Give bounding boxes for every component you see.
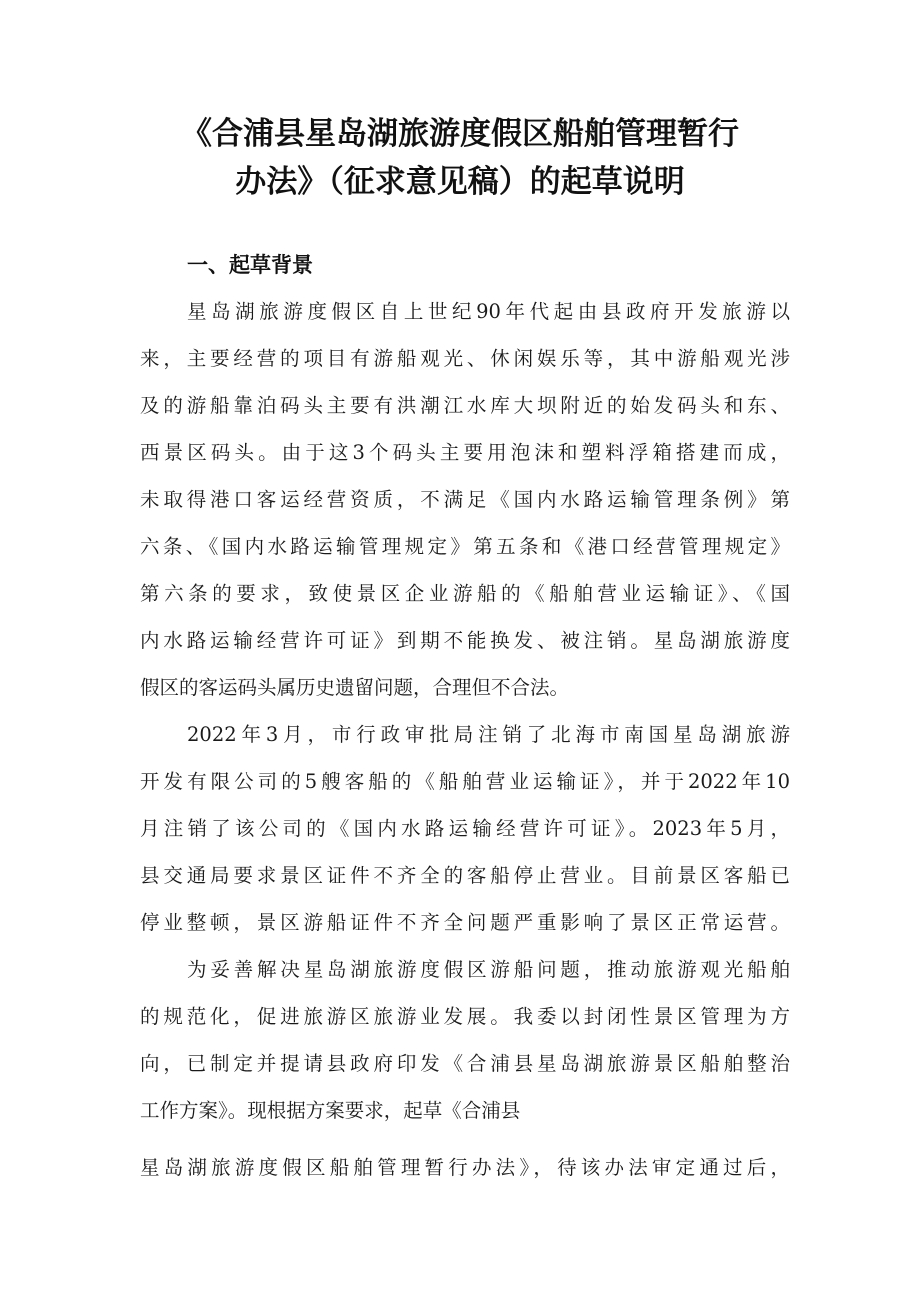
document-title-line-2: 办法》（征求意见稿）的起草说明: [235, 164, 685, 200]
paragraph-line: 的规范化，促进旅游区旅游业发展。我委以封闭性景区管理为方: [140, 1005, 790, 1028]
paragraph-line: 六条、《国内水路运输管理规定》第五条和《港口经营管理规定》: [140, 535, 790, 558]
paragraph-line: 未取得港口客运经营资质，不满足《国内水路运输管理条例》第: [140, 488, 790, 511]
paragraph-line: 开发有限公司的5艘客船的《船舶营业运输证》，并于2022年10: [140, 770, 790, 793]
paragraph-line: 星岛湖旅游度假区自上世纪90年代起由县政府开发旅游以: [187, 300, 790, 323]
paragraph-line: 县交通局要求景区证件不齐全的客船停止营业。目前景区客船已: [140, 864, 790, 887]
paragraph-line: 为妥善解决星岛湖旅游度假区游船问题，推动旅游观光船舶: [187, 958, 790, 981]
paragraph-line: 西景区码头。由于这3个码头主要用泡沫和塑料浮箱搭建而成，: [140, 441, 790, 464]
paragraph-line: 内水路运输经营许可证》到期不能换发、被注销。星岛湖旅游度: [140, 629, 790, 652]
paragraph-line: 向，已制定并提请县政府印发《合浦县星岛湖旅游景区船舶整治: [140, 1052, 790, 1075]
document-title-line-1: 《合浦县星岛湖旅游度假区船舶管理暂行: [181, 116, 739, 152]
paragraph-line: 停业整顿，景区游船证件不齐全问题严重影响了景区正常运营。: [140, 911, 790, 934]
section-heading-background: 一、起草背景: [187, 253, 313, 277]
paragraph-line: 星岛湖旅游度假区船舶管理暂行办法》，待该办法审定通过后，: [140, 1156, 790, 1179]
paragraph-line: 假区的客运码头属历史遗留问题，合理但不合法。: [140, 676, 570, 699]
paragraph-line: 工作方案》。现根据方案要求，起草《合浦县: [140, 1099, 521, 1122]
paragraph-line: 2022年3月，市行政审批局注销了北海市南国星岛湖旅游: [187, 723, 790, 746]
paragraph-line: 月注销了该公司的《国内水路运输经营许可证》。2023年5月，: [140, 817, 790, 840]
paragraph-line: 第六条的要求，致使景区企业游船的《船舶营业运输证》、《国: [140, 582, 790, 605]
paragraph-line: 来，主要经营的项目有游船观光、休闲娱乐等，其中游船观光涉: [140, 347, 790, 370]
paragraph-line: 及的游船靠泊码头主要有洪潮江水库大坝附近的始发码头和东、: [140, 394, 790, 417]
